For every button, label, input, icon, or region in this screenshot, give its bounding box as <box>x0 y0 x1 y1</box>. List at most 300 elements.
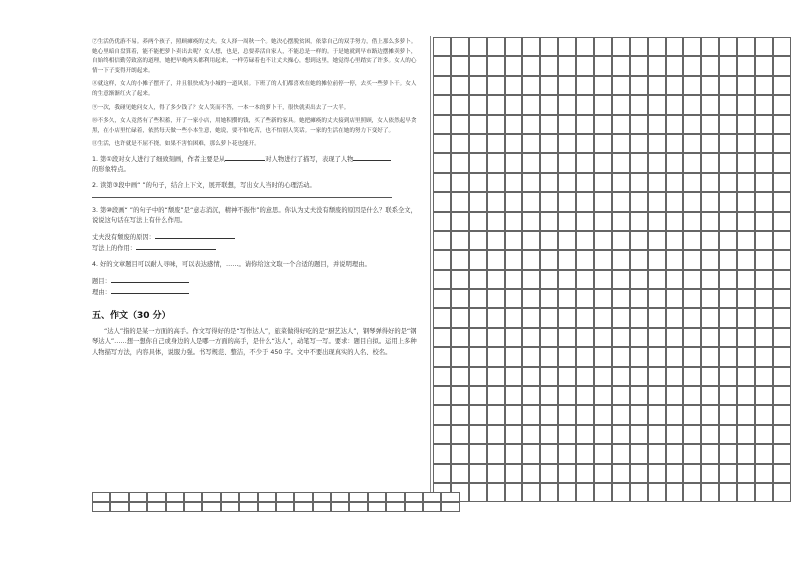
writing-cell[interactable] <box>737 308 755 327</box>
writing-cell[interactable] <box>522 464 540 483</box>
writing-cell[interactable] <box>630 95 648 114</box>
writing-cell[interactable] <box>630 367 648 386</box>
writing-cell[interactable] <box>540 425 558 444</box>
writing-cell[interactable] <box>755 386 773 405</box>
writing-cell[interactable] <box>522 270 540 289</box>
writing-cell[interactable] <box>594 95 612 114</box>
writing-cell[interactable] <box>487 173 505 192</box>
writing-cell[interactable] <box>505 425 523 444</box>
writing-cell[interactable] <box>540 115 558 134</box>
writing-cell[interactable] <box>648 328 666 347</box>
writing-cell[interactable] <box>576 250 594 269</box>
writing-cell[interactable] <box>737 231 755 250</box>
writing-cell[interactable] <box>666 464 684 483</box>
writing-cell[interactable] <box>505 231 523 250</box>
writing-cell[interactable] <box>349 492 367 502</box>
writing-cell[interactable] <box>469 134 487 153</box>
writing-cell[interactable] <box>612 328 630 347</box>
writing-cell[interactable] <box>540 37 558 56</box>
writing-cell[interactable] <box>522 367 540 386</box>
writing-cell[interactable] <box>433 76 451 95</box>
writing-cell[interactable] <box>433 405 451 424</box>
writing-cell[interactable] <box>630 56 648 75</box>
writing-cell[interactable] <box>755 231 773 250</box>
writing-cell[interactable] <box>737 153 755 172</box>
writing-cell[interactable] <box>737 212 755 231</box>
writing-cell[interactable] <box>505 115 523 134</box>
writing-cell[interactable] <box>755 56 773 75</box>
writing-cell[interactable] <box>594 56 612 75</box>
writing-cell[interactable] <box>433 115 451 134</box>
writing-cell[interactable] <box>540 192 558 211</box>
writing-cell[interactable] <box>683 76 701 95</box>
writing-cell[interactable] <box>773 134 791 153</box>
writing-cell[interactable] <box>505 95 523 114</box>
writing-cell[interactable] <box>576 192 594 211</box>
writing-cell[interactable] <box>258 502 276 512</box>
writing-cell[interactable] <box>648 386 666 405</box>
writing-cell[interactable] <box>773 270 791 289</box>
writing-cell[interactable] <box>522 76 540 95</box>
writing-cell[interactable] <box>755 464 773 483</box>
writing-cell[interactable] <box>147 502 165 512</box>
writing-cell[interactable] <box>755 444 773 463</box>
writing-cell[interactable] <box>594 444 612 463</box>
writing-cell[interactable] <box>558 425 576 444</box>
writing-cell[interactable] <box>719 328 737 347</box>
writing-cell[interactable] <box>701 231 719 250</box>
writing-cell[interactable] <box>221 492 239 502</box>
writing-cell[interactable] <box>487 76 505 95</box>
writing-cell[interactable] <box>433 270 451 289</box>
writing-cell[interactable] <box>773 95 791 114</box>
writing-cell[interactable] <box>755 173 773 192</box>
writing-cell[interactable] <box>666 347 684 366</box>
writing-cell[interactable] <box>558 231 576 250</box>
writing-cell[interactable] <box>239 502 257 512</box>
writing-cell[interactable] <box>166 492 184 502</box>
writing-cell[interactable] <box>469 76 487 95</box>
writing-cell[interactable] <box>505 347 523 366</box>
writing-cell[interactable] <box>451 347 469 366</box>
writing-cell[interactable] <box>451 153 469 172</box>
writing-cell[interactable] <box>755 405 773 424</box>
writing-cell[interactable] <box>719 192 737 211</box>
writing-cell[interactable] <box>630 464 648 483</box>
writing-cell[interactable] <box>576 405 594 424</box>
writing-cell[interactable] <box>648 405 666 424</box>
writing-cell[interactable] <box>433 308 451 327</box>
writing-cell[interactable] <box>505 328 523 347</box>
writing-cell[interactable] <box>423 502 441 512</box>
writing-cell[interactable] <box>701 347 719 366</box>
writing-cell[interactable] <box>540 328 558 347</box>
writing-cell[interactable] <box>666 56 684 75</box>
writing-cell[interactable] <box>386 502 404 512</box>
writing-cell[interactable] <box>648 250 666 269</box>
writing-cell[interactable] <box>612 37 630 56</box>
writing-cell[interactable] <box>576 367 594 386</box>
writing-cell[interactable] <box>737 425 755 444</box>
writing-cell[interactable] <box>487 328 505 347</box>
writing-cell[interactable] <box>630 289 648 308</box>
writing-cell[interactable] <box>576 173 594 192</box>
writing-cell[interactable] <box>773 192 791 211</box>
writing-cell[interactable] <box>576 444 594 463</box>
writing-cell[interactable] <box>683 483 701 502</box>
writing-cell[interactable] <box>522 134 540 153</box>
writing-cell[interactable] <box>630 270 648 289</box>
writing-cell[interactable] <box>594 483 612 502</box>
writing-cell[interactable] <box>773 37 791 56</box>
writing-cell[interactable] <box>522 347 540 366</box>
writing-cell[interactable] <box>755 37 773 56</box>
writing-cell[interactable] <box>755 483 773 502</box>
writing-cell[interactable] <box>451 464 469 483</box>
writing-cell[interactable] <box>630 192 648 211</box>
writing-cell[interactable] <box>612 308 630 327</box>
writing-cell[interactable] <box>451 56 469 75</box>
writing-cell[interactable] <box>594 192 612 211</box>
writing-cell[interactable] <box>487 270 505 289</box>
writing-cell[interactable] <box>469 289 487 308</box>
writing-cell[interactable] <box>612 483 630 502</box>
writing-cell[interactable] <box>92 502 110 512</box>
writing-cell[interactable] <box>773 115 791 134</box>
writing-cell[interactable] <box>594 134 612 153</box>
writing-cell[interactable] <box>648 425 666 444</box>
writing-cell[interactable] <box>522 153 540 172</box>
writing-cell[interactable] <box>666 231 684 250</box>
writing-cell[interactable] <box>683 308 701 327</box>
writing-cell[interactable] <box>701 76 719 95</box>
writing-cell[interactable] <box>630 37 648 56</box>
writing-cell[interactable] <box>701 308 719 327</box>
writing-cell[interactable] <box>612 56 630 75</box>
writing-cell[interactable] <box>540 250 558 269</box>
writing-cell[interactable] <box>294 492 312 502</box>
writing-cell[interactable] <box>719 76 737 95</box>
writing-cell[interactable] <box>576 328 594 347</box>
writing-cell[interactable] <box>737 367 755 386</box>
writing-cell[interactable] <box>576 270 594 289</box>
writing-cell[interactable] <box>505 153 523 172</box>
writing-cell[interactable] <box>719 444 737 463</box>
writing-cell[interactable] <box>630 134 648 153</box>
writing-cell[interactable] <box>313 492 331 502</box>
writing-cell[interactable] <box>576 231 594 250</box>
writing-cell[interactable] <box>540 289 558 308</box>
writing-cell[interactable] <box>558 153 576 172</box>
writing-cell[interactable] <box>737 95 755 114</box>
writing-cell[interactable] <box>666 37 684 56</box>
writing-cell[interactable] <box>612 444 630 463</box>
writing-cell[interactable] <box>487 37 505 56</box>
writing-cell[interactable] <box>540 405 558 424</box>
writing-cell[interactable] <box>558 328 576 347</box>
writing-cell[interactable] <box>683 134 701 153</box>
writing-cell[interactable] <box>487 308 505 327</box>
writing-cell[interactable] <box>594 231 612 250</box>
writing-cell[interactable] <box>773 289 791 308</box>
writing-cell[interactable] <box>666 76 684 95</box>
writing-cell[interactable] <box>147 492 165 502</box>
writing-cell[interactable] <box>701 212 719 231</box>
writing-cell[interactable] <box>558 192 576 211</box>
writing-cell[interactable] <box>737 347 755 366</box>
writing-cell[interactable] <box>755 308 773 327</box>
writing-cell[interactable] <box>184 502 202 512</box>
writing-cell[interactable] <box>630 212 648 231</box>
writing-cell[interactable] <box>433 37 451 56</box>
writing-cell[interactable] <box>451 425 469 444</box>
writing-cell[interactable] <box>719 483 737 502</box>
writing-cell[interactable] <box>719 464 737 483</box>
writing-cell[interactable] <box>719 56 737 75</box>
writing-cell[interactable] <box>487 192 505 211</box>
writing-cell[interactable] <box>630 483 648 502</box>
writing-cell[interactable] <box>683 37 701 56</box>
writing-cell[interactable] <box>755 328 773 347</box>
writing-cell[interactable] <box>737 444 755 463</box>
answer-blank[interactable] <box>353 154 391 161</box>
writing-cell[interactable] <box>576 56 594 75</box>
writing-cell[interactable] <box>612 347 630 366</box>
writing-cell[interactable] <box>487 386 505 405</box>
writing-cell[interactable] <box>719 308 737 327</box>
writing-cell[interactable] <box>773 153 791 172</box>
writing-cell[interactable] <box>683 347 701 366</box>
answer-blank[interactable] <box>136 243 216 250</box>
writing-cell[interactable] <box>505 134 523 153</box>
writing-cell[interactable] <box>451 173 469 192</box>
writing-cell[interactable] <box>648 95 666 114</box>
writing-cell[interactable] <box>540 367 558 386</box>
writing-cell[interactable] <box>558 212 576 231</box>
writing-cell[interactable] <box>737 37 755 56</box>
writing-cell[interactable] <box>594 425 612 444</box>
writing-cell[interactable] <box>469 173 487 192</box>
writing-cell[interactable] <box>576 153 594 172</box>
writing-cell[interactable] <box>666 270 684 289</box>
writing-cell[interactable] <box>505 483 523 502</box>
writing-cell[interactable] <box>666 134 684 153</box>
writing-cell[interactable] <box>505 192 523 211</box>
writing-cell[interactable] <box>540 483 558 502</box>
writing-cell[interactable] <box>505 270 523 289</box>
writing-cell[interactable] <box>487 289 505 308</box>
writing-cell[interactable] <box>683 386 701 405</box>
writing-cell[interactable] <box>719 134 737 153</box>
writing-cell[interactable] <box>719 153 737 172</box>
writing-cell[interactable] <box>612 405 630 424</box>
writing-cell[interactable] <box>719 405 737 424</box>
writing-cell[interactable] <box>594 153 612 172</box>
writing-cell[interactable] <box>701 425 719 444</box>
writing-cell[interactable] <box>451 386 469 405</box>
writing-cell[interactable] <box>701 464 719 483</box>
writing-cell[interactable] <box>451 76 469 95</box>
writing-cell[interactable] <box>701 173 719 192</box>
answer-blank[interactable] <box>155 232 235 239</box>
writing-cell[interactable] <box>469 464 487 483</box>
writing-cell[interactable] <box>594 115 612 134</box>
writing-cell[interactable] <box>612 270 630 289</box>
writing-cell[interactable] <box>505 308 523 327</box>
writing-cell[interactable] <box>576 464 594 483</box>
writing-cell[interactable] <box>522 289 540 308</box>
writing-cell[interactable] <box>701 270 719 289</box>
writing-cell[interactable] <box>522 444 540 463</box>
writing-cell[interactable] <box>683 367 701 386</box>
writing-cell[interactable] <box>558 173 576 192</box>
writing-cell[interactable] <box>737 134 755 153</box>
writing-cell[interactable] <box>737 386 755 405</box>
writing-cell[interactable] <box>576 483 594 502</box>
writing-cell[interactable] <box>487 250 505 269</box>
writing-cell[interactable] <box>294 502 312 512</box>
writing-cell[interactable] <box>451 192 469 211</box>
writing-cell[interactable] <box>576 115 594 134</box>
writing-cell[interactable] <box>451 308 469 327</box>
writing-cell[interactable] <box>666 483 684 502</box>
writing-cell[interactable] <box>540 231 558 250</box>
writing-cell[interactable] <box>683 95 701 114</box>
writing-cell[interactable] <box>648 212 666 231</box>
writing-cell[interactable] <box>773 250 791 269</box>
writing-cell[interactable] <box>505 405 523 424</box>
writing-cell[interactable] <box>576 289 594 308</box>
writing-cell[interactable] <box>433 250 451 269</box>
writing-cell[interactable] <box>558 483 576 502</box>
writing-cell[interactable] <box>522 231 540 250</box>
writing-cell[interactable] <box>505 289 523 308</box>
writing-cell[interactable] <box>666 308 684 327</box>
writing-cell[interactable] <box>773 56 791 75</box>
writing-cell[interactable] <box>594 464 612 483</box>
writing-cell[interactable] <box>773 464 791 483</box>
writing-cell[interactable] <box>469 483 487 502</box>
writing-cell[interactable] <box>522 386 540 405</box>
writing-cell[interactable] <box>92 492 110 502</box>
writing-cell[interactable] <box>648 444 666 463</box>
writing-cell[interactable] <box>110 502 128 512</box>
writing-cell[interactable] <box>755 367 773 386</box>
writing-cell[interactable] <box>648 347 666 366</box>
writing-cell[interactable] <box>737 173 755 192</box>
writing-cell[interactable] <box>594 173 612 192</box>
writing-cell[interactable] <box>433 289 451 308</box>
writing-cell[interactable] <box>576 134 594 153</box>
writing-cell[interactable] <box>719 173 737 192</box>
writing-cell[interactable] <box>683 464 701 483</box>
writing-cell[interactable] <box>276 492 294 502</box>
writing-cell[interactable] <box>451 212 469 231</box>
writing-cell[interactable] <box>648 56 666 75</box>
writing-cell[interactable] <box>558 464 576 483</box>
writing-cell[interactable] <box>612 134 630 153</box>
writing-cell[interactable] <box>683 56 701 75</box>
writing-cell[interactable] <box>433 386 451 405</box>
writing-cell[interactable] <box>184 492 202 502</box>
writing-cell[interactable] <box>522 328 540 347</box>
writing-cell[interactable] <box>505 212 523 231</box>
writing-cell[interactable] <box>612 76 630 95</box>
writing-cell[interactable] <box>469 250 487 269</box>
writing-cell[interactable] <box>522 95 540 114</box>
writing-cell[interactable] <box>630 444 648 463</box>
writing-cell[interactable] <box>737 328 755 347</box>
writing-cell[interactable] <box>487 347 505 366</box>
writing-cell[interactable] <box>612 192 630 211</box>
writing-cell[interactable] <box>540 56 558 75</box>
writing-cell[interactable] <box>737 464 755 483</box>
writing-cell[interactable] <box>129 492 147 502</box>
writing-cell[interactable] <box>701 367 719 386</box>
writing-cell[interactable] <box>487 405 505 424</box>
writing-cell[interactable] <box>505 173 523 192</box>
writing-cell[interactable] <box>683 153 701 172</box>
writing-cell[interactable] <box>755 76 773 95</box>
writing-cell[interactable] <box>594 289 612 308</box>
writing-cell[interactable] <box>331 492 349 502</box>
writing-cell[interactable] <box>612 425 630 444</box>
writing-cell[interactable] <box>719 37 737 56</box>
writing-cell[interactable] <box>469 192 487 211</box>
writing-cell[interactable] <box>648 483 666 502</box>
writing-cell[interactable] <box>773 425 791 444</box>
writing-cell[interactable] <box>110 492 128 502</box>
writing-cell[interactable] <box>540 347 558 366</box>
writing-cell[interactable] <box>701 328 719 347</box>
writing-cell[interactable] <box>433 231 451 250</box>
writing-cell[interactable] <box>469 367 487 386</box>
writing-cell[interactable] <box>540 134 558 153</box>
writing-cell[interactable] <box>558 405 576 424</box>
writing-cell[interactable] <box>683 192 701 211</box>
writing-cell[interactable] <box>612 231 630 250</box>
writing-cell[interactable] <box>630 347 648 366</box>
answer-blank[interactable] <box>111 287 189 294</box>
writing-cell[interactable] <box>202 502 220 512</box>
writing-cell[interactable] <box>683 328 701 347</box>
writing-cell[interactable] <box>737 56 755 75</box>
writing-cell[interactable] <box>202 492 220 502</box>
writing-cell[interactable] <box>648 115 666 134</box>
writing-cell[interactable] <box>558 289 576 308</box>
writing-cell[interactable] <box>451 289 469 308</box>
writing-cell[interactable] <box>540 464 558 483</box>
writing-cell[interactable] <box>487 134 505 153</box>
writing-cell[interactable] <box>755 212 773 231</box>
writing-cell[interactable] <box>469 425 487 444</box>
writing-cell[interactable] <box>505 444 523 463</box>
writing-cell[interactable] <box>487 115 505 134</box>
writing-cell[interactable] <box>701 56 719 75</box>
writing-cell[interactable] <box>612 464 630 483</box>
writing-cell[interactable] <box>469 444 487 463</box>
writing-cell[interactable] <box>576 425 594 444</box>
writing-cell[interactable] <box>469 115 487 134</box>
writing-cell[interactable] <box>648 231 666 250</box>
writing-cell[interactable] <box>648 308 666 327</box>
writing-cell[interactable] <box>522 56 540 75</box>
answer-line[interactable] <box>92 197 392 198</box>
writing-cell[interactable] <box>505 76 523 95</box>
writing-cell[interactable] <box>469 95 487 114</box>
writing-cell[interactable] <box>487 367 505 386</box>
writing-cell[interactable] <box>773 76 791 95</box>
